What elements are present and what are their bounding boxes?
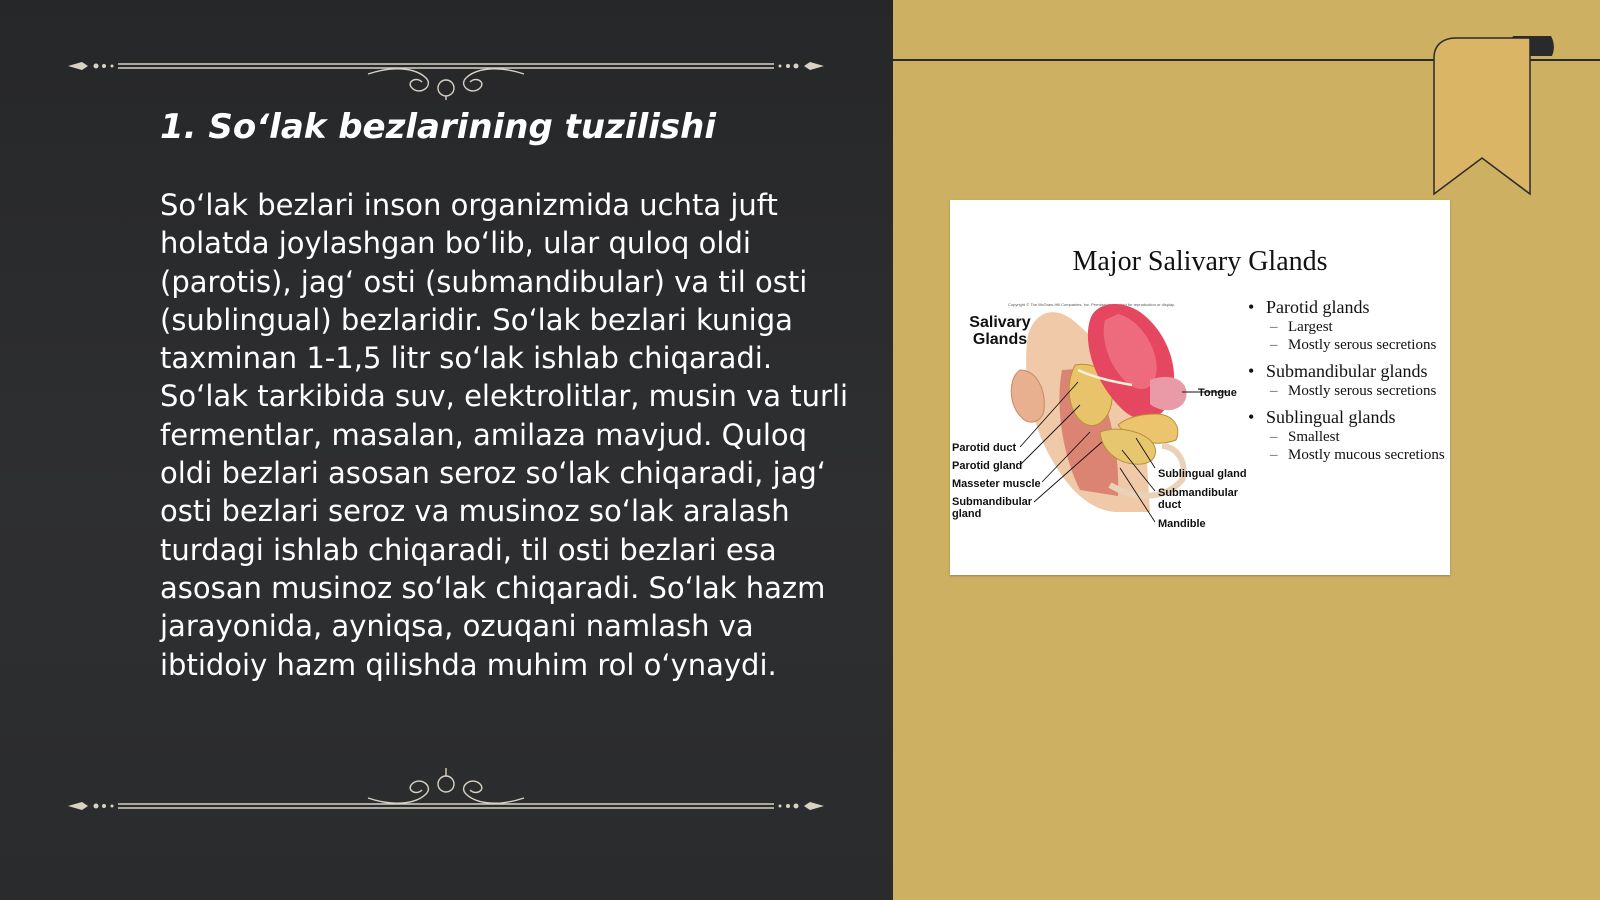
label-submandibular-duct: Submandibular duct xyxy=(1158,487,1239,511)
salivary-glands-figure xyxy=(950,200,1450,575)
legend-item-sublingual: • Sublingual glands xyxy=(1246,406,1450,428)
label-sublingual-gland: Sublingual gland xyxy=(1158,468,1247,480)
legend-item-submandibular: • Submandibular glands xyxy=(1246,360,1450,382)
legend-detail: – Mostly serous secretions xyxy=(1246,336,1450,354)
legend-item-parotid: • Parotid glands xyxy=(1246,296,1450,318)
legend-detail: – Largest xyxy=(1246,318,1450,336)
legend-detail: – Mostly serous secretions xyxy=(1246,382,1450,400)
label-masseter-muscle: Masseter muscle xyxy=(952,478,1041,490)
gland-legend xyxy=(1246,296,1450,464)
bottom-flourish-divider-icon xyxy=(68,768,824,828)
legend-detail: – Mostly mucous secretions xyxy=(1246,446,1450,464)
bookmark-ribbon-icon xyxy=(1432,36,1562,198)
label-tongue: Tongue xyxy=(1198,387,1237,399)
legend-detail: – Smallest xyxy=(1246,428,1450,446)
label-submandibular-gland: Submandibular gland xyxy=(952,496,1033,520)
label-mandible: Mandible xyxy=(1158,518,1206,530)
slide-title: 1. So‘lak bezlarining tuzilishi xyxy=(160,107,716,147)
label-parotid-duct: Parotid duct xyxy=(952,442,1017,454)
anatomy-image-title: Salivary Glands xyxy=(969,314,1031,348)
top-flourish-divider-icon xyxy=(68,40,824,100)
label-parotid-gland: Parotid gland xyxy=(952,460,1023,472)
slide-body-text: So‘lak bezlari inson organizmida uchta juft holatda joylashgan bo‘lib, ular quloq oldi (parotis), jag‘ osti (submandibular) va til osti (sublingual) bezlaridir. So‘lak bezlari kuniga taxminan 1-1,5 litr so‘lak ishlab chiqaradi. So‘lak tarkibida suv, elektrolitlar, musin va turli fermentlar, masalan, amilaza mavjud. Quloq oldi bezlari asosan seroz so‘lak chiqaradi, jag‘ osti bezlari seroz va musinoz so‘lak aralash turdagi ishlab chiqaradi, til osti bezlari esa asosan musinoz so‘lak chiqaradi. So‘lak hazm jarayonida, ayniqsa, ozuqani namlash va ibtidoiy hazm qilishda muhim rol o‘ynaydi. xyxy=(160,188,849,682)
figure-copyright: Copyright © The McGraw-Hill Companies, Inc. Permission required for reproduction or display. xyxy=(1008,302,1175,307)
figure-title: Major Salivary Glands xyxy=(1072,246,1328,277)
